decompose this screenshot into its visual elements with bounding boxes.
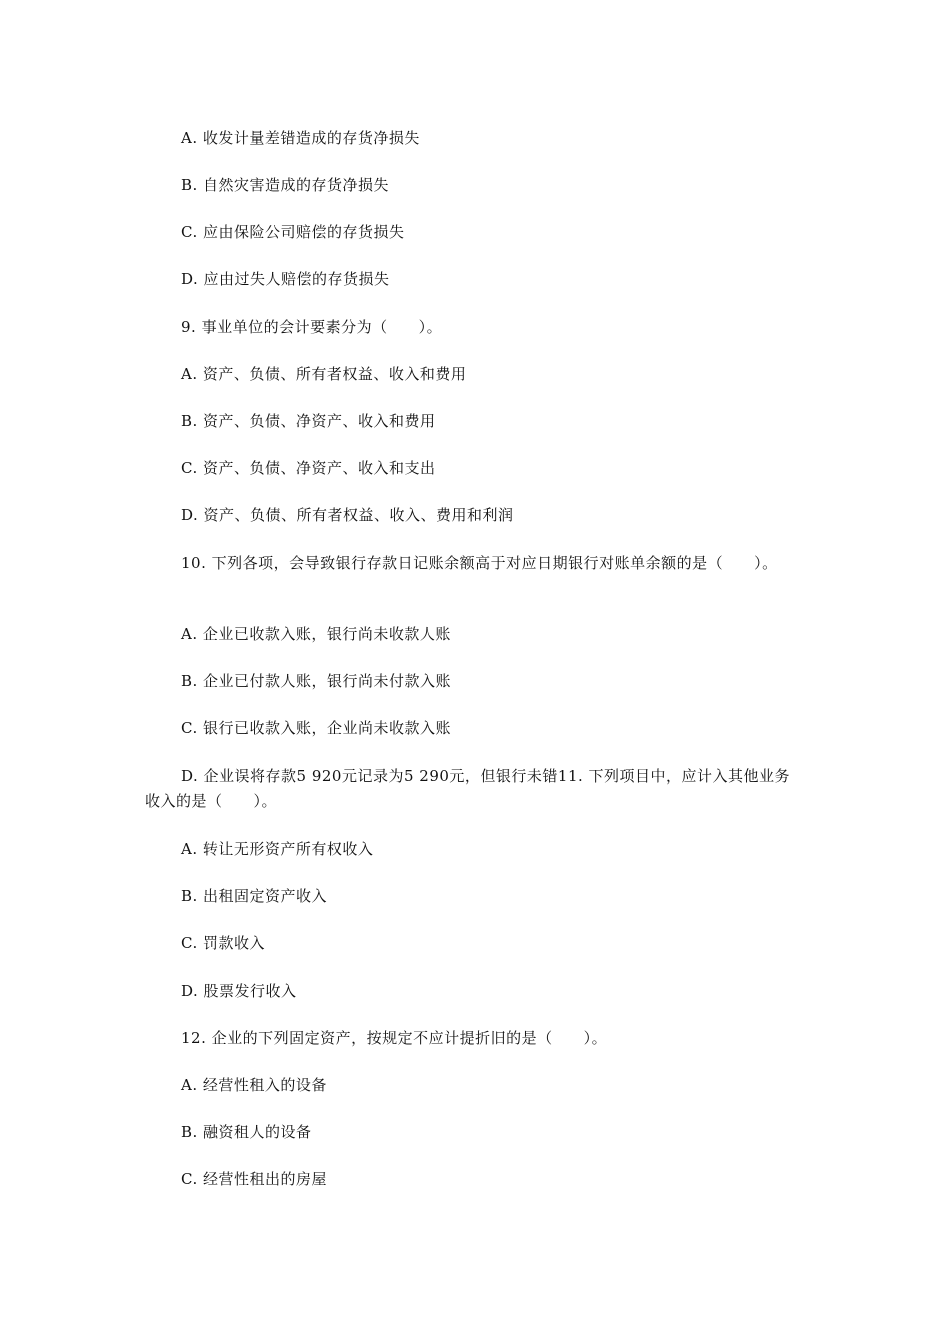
option-text: D. 资产、负债、所有者权益、收入、费用和利润 <box>181 506 514 524</box>
option-text: B. 资产、负债、净资产、收入和费用 <box>181 412 436 430</box>
option-text: D. 企业误将存款5 920元记录为5 290元，但银行未错11. 下列项目中，应计入其他业务收入的是（ ）。 <box>145 767 791 810</box>
option-text: C. 银行已收款入账，企业尚未收款入账 <box>181 719 451 737</box>
option-text: C. 应由保险公司赔偿的存货损失 <box>181 223 405 241</box>
option-text: A. 资产、负债、所有者权益、收入和费用 <box>181 365 467 383</box>
option-text: B. 出租固定资产收入 <box>181 887 328 905</box>
option-text: C. 经营性租出的房屋 <box>181 1170 327 1188</box>
option-text: B. 企业已付款人账，银行尚未付款入账 <box>181 672 452 690</box>
question-text: 10. 下列各项，会导致银行存款日记账余额高于对应日期银行对账单余额的是（ ）。 <box>181 554 778 572</box>
option-text: C. 资产、负债、净资产、收入和支出 <box>181 459 436 477</box>
question-text: 9. 事业单位的会计要素分为（ ）。 <box>181 318 443 336</box>
question-text: 12. 企业的下列固定资产，按规定不应计提折旧的是（ ）。 <box>181 1029 608 1047</box>
option-text: D. 股票发行收入 <box>181 982 297 1000</box>
option-text: B. 自然灾害造成的存货净损失 <box>181 176 390 194</box>
option-text: A. 转让无形资产所有权收入 <box>181 840 374 858</box>
option-text: B. 融资租人的设备 <box>181 1123 312 1141</box>
option-text: D. 应由过失人赔偿的存货损失 <box>181 270 390 288</box>
option-text: A. 企业已收款入账，银行尚未收款人账 <box>181 625 451 643</box>
option-text: C. 罚款收入 <box>181 934 265 952</box>
option-text: A. 经营性租入的设备 <box>181 1076 327 1094</box>
option-text: A. 收发计量差错造成的存货净损失 <box>181 129 420 147</box>
